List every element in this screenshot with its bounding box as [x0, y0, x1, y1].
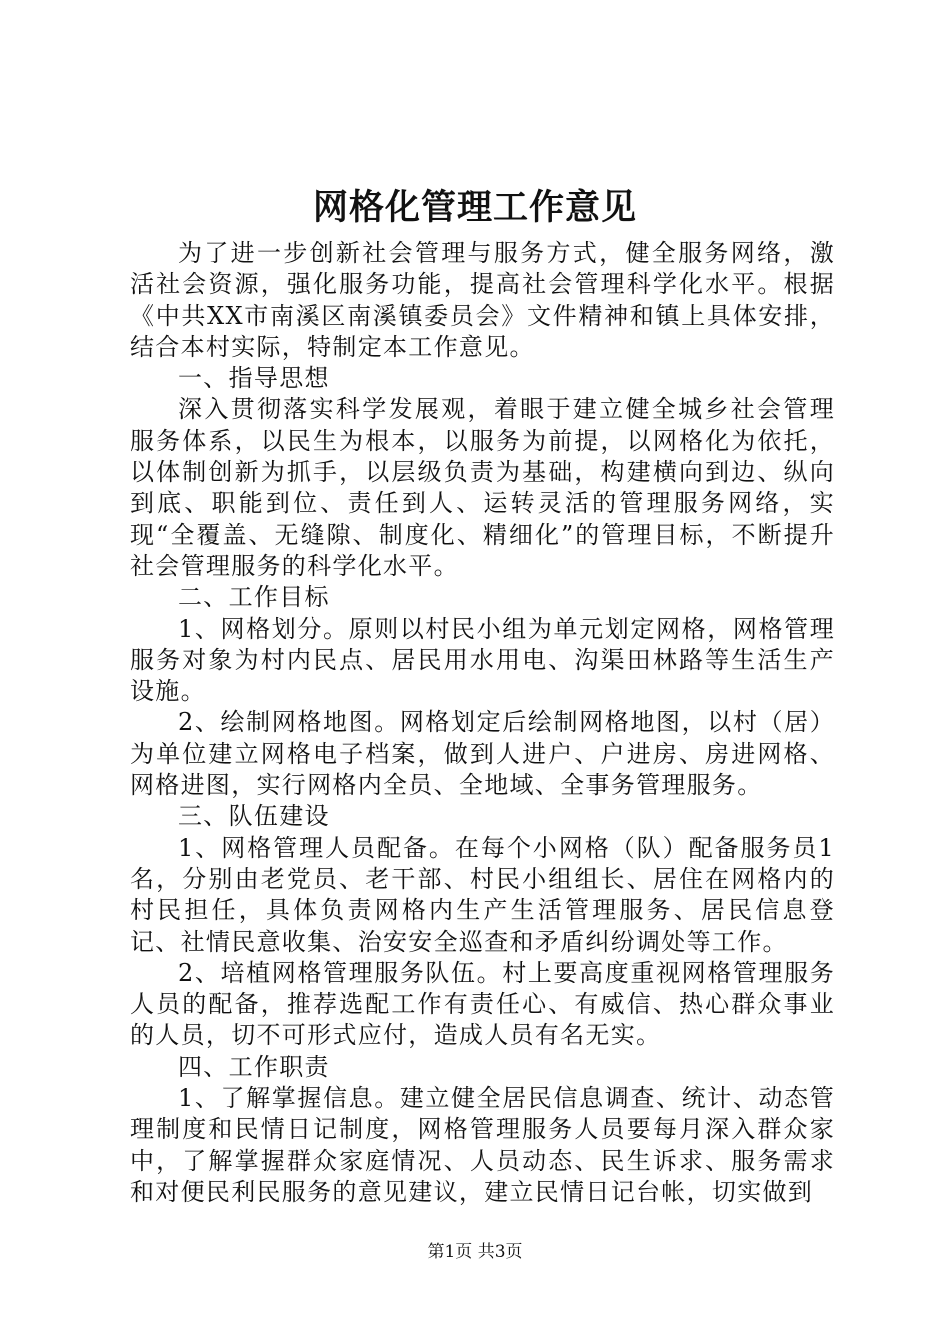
section-heading-duties: 四、工作职责	[178, 1052, 330, 1081]
section-heading-work-goals: 二、工作目标	[178, 583, 330, 612]
section-heading-team-building: 三、队伍建设	[178, 802, 330, 831]
guiding-ideology-paragraph: 深入贯彻落实科学发展观，着眼于建立健全城乡社会管理服务体系，以民生为根本，以服务为前提，以网格化为依托，以体制创新为抓手，以层级负责为基础，构建横向到边、纵向到底、职能到位、责任到人、运转灵活的管理服务网络，实现“全覆盖、无缝隙、制度化、精细化”的管理目标，不断提升社会管理服务的科学化水平。	[130, 395, 835, 580]
team-building-item-2: 2、培植网格管理服务队伍。村上要高度重视网格管理服务人员的配备，推荐选配工作有责任心、有威信、热心群众事业的人员，切不可形式应付，造成人员有名无实。	[130, 958, 835, 1050]
page-footer: 第1页 共3页	[427, 1242, 523, 1262]
work-goals-item-1: 1、网格划分。原则以村民小组为单元划定网格，网格管理服务对象为村内民点、居民用水用电、沟渠田林路等生活生产设施。	[130, 614, 835, 706]
document-body	[130, 238, 835, 1208]
section-heading-guiding-ideology: 一、指导思想	[178, 364, 330, 393]
document-title: 网格化管理工作意见	[312, 187, 637, 228]
intro-paragraph: 为了进一步创新社会管理与服务方式，健全服务网络，激活社会资源，强化服务功能，提高社会管理科学化水平。根据《中共XX市南溪区南溪镇委员会》文件精神和镇上具体安排，结合本村实际，特制定本工作意见。	[130, 239, 835, 361]
work-goals-item-2: 2、绘制网格地图。网格划定后绘制网格地图，以村（居）为单位建立网格电子档案，做到人进户、户进房、房进网格、网格进图，实行网格内全员、全地域、全事务管理服务。	[130, 708, 835, 800]
team-building-item-1: 1、网格管理人员配备。在每个小网格（队）配备服务员1名，分别由老党员、老干部、村民小组组长、居住在网格内的村民担任，具体负责网格内生产生活管理服务、居民信息登记、社情民意收集、治安安全巡查和矛盾纠纷调处等工作。	[130, 833, 835, 956]
duties-item-1: 1、了解掌握信息。建立健全居民信息调查、统计、动态管理制度和民情日记制度，网格管理服务人员要每月深入群众家中，了解掌握群众家庭情况、人员动态、民生诉求、服务需求和对便民利民服务的意见建议，建立民情日记台帐，切实做到	[130, 1084, 835, 1206]
